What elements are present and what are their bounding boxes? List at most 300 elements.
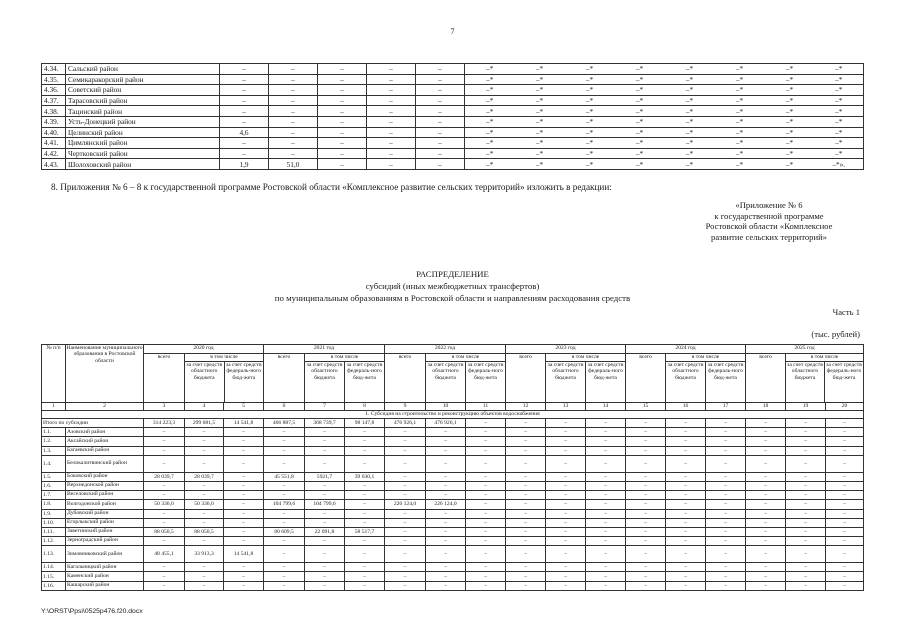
cell-value: – bbox=[144, 455, 185, 472]
cell-value: – bbox=[826, 572, 864, 581]
cell-value: –* bbox=[815, 95, 864, 106]
cell-value: –* bbox=[715, 85, 765, 96]
cell-value: –* bbox=[665, 64, 715, 75]
cell-value: – bbox=[706, 455, 746, 472]
cell-value: – bbox=[318, 106, 367, 117]
sub-header-obl: за счет средств областного бюджета bbox=[666, 362, 706, 402]
column-number: 13 bbox=[546, 403, 586, 411]
cell-value: – bbox=[506, 437, 546, 446]
cell-value: – bbox=[786, 581, 826, 590]
cell-value: – bbox=[506, 581, 546, 590]
cell-value: – bbox=[367, 64, 416, 75]
cell-value: – bbox=[144, 563, 185, 572]
cell-value: – bbox=[826, 500, 864, 509]
row-number: 1.1. bbox=[42, 428, 66, 437]
district-name: Кашарский район bbox=[66, 581, 144, 590]
cell-value: – bbox=[786, 428, 826, 437]
column-number: 15 bbox=[626, 403, 666, 411]
table-row bbox=[42, 572, 864, 581]
cell-value: – bbox=[546, 500, 586, 509]
table-row bbox=[42, 159, 864, 170]
total-value: 98 147,8 bbox=[345, 419, 385, 428]
cell-value: – bbox=[144, 437, 185, 446]
cell-value: – bbox=[626, 509, 666, 518]
incl-wrap bbox=[305, 354, 384, 402]
column-number: 12 bbox=[506, 403, 546, 411]
cell-value: – bbox=[426, 481, 466, 490]
total-value: – bbox=[706, 419, 746, 428]
table-row bbox=[42, 481, 864, 490]
row-number: 4.38. bbox=[42, 106, 66, 117]
cell-value: – bbox=[546, 518, 586, 527]
cell-value: – bbox=[426, 509, 466, 518]
cell-value: – bbox=[666, 509, 706, 518]
column-number: 10 bbox=[426, 403, 466, 411]
cell-value: –* bbox=[665, 85, 715, 96]
cell-value: –* bbox=[815, 85, 864, 96]
cell-value: – bbox=[826, 518, 864, 527]
incl-label: в том числе bbox=[546, 354, 625, 362]
cell-value: – bbox=[826, 546, 864, 563]
row-number: 1.2. bbox=[42, 437, 66, 446]
cell-value: – bbox=[426, 518, 466, 527]
cell-value: –* bbox=[765, 74, 815, 85]
cell-value: –* bbox=[715, 138, 765, 149]
cell-value: – bbox=[345, 428, 385, 437]
cell-value: – bbox=[546, 527, 586, 536]
cell-value: – bbox=[220, 64, 269, 75]
district-name: Целинский район bbox=[66, 127, 220, 138]
cell-value: –* bbox=[615, 127, 665, 138]
cell-value: –* bbox=[765, 106, 815, 117]
cell-value: – bbox=[224, 428, 264, 437]
cell-value: – bbox=[746, 537, 786, 546]
cell-value: – bbox=[385, 446, 426, 455]
cell-value: – bbox=[385, 546, 426, 563]
cell-value: – bbox=[305, 572, 345, 581]
cell-value: – bbox=[224, 437, 264, 446]
cell-value: – bbox=[264, 481, 305, 490]
cell-value: – bbox=[786, 572, 826, 581]
district-name: Семикаракорский район bbox=[66, 74, 220, 85]
row-number: 4.41. bbox=[42, 138, 66, 149]
cell-value: – bbox=[626, 546, 666, 563]
appendix-header bbox=[640, 200, 898, 242]
table-row bbox=[42, 64, 864, 75]
incl-label: в том числе bbox=[666, 354, 745, 362]
cell-value: – bbox=[416, 159, 465, 170]
cell-value: – bbox=[264, 581, 305, 590]
row-number: 1.11. bbox=[42, 527, 66, 536]
incl-subcols bbox=[426, 362, 505, 402]
sub-header-total: всего bbox=[264, 354, 305, 403]
cell-value: – bbox=[269, 138, 318, 149]
cell-value: – bbox=[426, 472, 466, 481]
sub-header-incl bbox=[546, 354, 626, 403]
year-header: 2022 год bbox=[385, 345, 506, 354]
cell-value: – bbox=[786, 437, 826, 446]
column-number: 7 bbox=[305, 403, 345, 411]
cell-value: – bbox=[786, 546, 826, 563]
incl-wrap bbox=[185, 354, 263, 402]
cell-value: – bbox=[318, 116, 367, 127]
cell-value: – bbox=[586, 437, 626, 446]
cell-value: – bbox=[305, 491, 345, 500]
cell-value: – bbox=[416, 106, 465, 117]
cell-value: –* bbox=[765, 85, 815, 96]
cell-value: – bbox=[586, 581, 626, 590]
cell-value: –* bbox=[815, 127, 864, 138]
cell-value: – bbox=[786, 491, 826, 500]
cell-value: – bbox=[746, 509, 786, 518]
total-value: – bbox=[666, 419, 706, 428]
cell-value: – bbox=[367, 74, 416, 85]
table-row bbox=[42, 527, 864, 536]
cell-value: – bbox=[786, 500, 826, 509]
cell-value: – bbox=[426, 537, 466, 546]
cell-value: – bbox=[185, 428, 224, 437]
district-name: Каменский район bbox=[66, 572, 144, 581]
cell-value: 104 799,6 bbox=[305, 500, 345, 509]
cell-value: – bbox=[264, 491, 305, 500]
cell-value: –* bbox=[465, 116, 515, 127]
cell-value: – bbox=[416, 138, 465, 149]
cell-value: – bbox=[305, 563, 345, 572]
total-value: – bbox=[626, 419, 666, 428]
sub-header-fed: за счет средств федераль-ного бюд-жета bbox=[346, 362, 383, 381]
cell-value: – bbox=[367, 95, 416, 106]
cell-value: – bbox=[305, 509, 345, 518]
district-name: Тацинский район bbox=[66, 106, 220, 117]
cell-value: – bbox=[385, 428, 426, 437]
district-name: Дубовский район bbox=[66, 509, 144, 518]
cell-value: – bbox=[706, 546, 746, 563]
cell-value: –* bbox=[465, 159, 515, 170]
cell-value: – bbox=[385, 527, 426, 536]
table-row bbox=[42, 472, 864, 481]
incl-subcols bbox=[185, 362, 263, 402]
cell-value: – bbox=[706, 437, 746, 446]
total-value: – bbox=[506, 419, 546, 428]
cell-value: – bbox=[305, 537, 345, 546]
cell-value: – bbox=[264, 546, 305, 563]
cell-value: – bbox=[466, 509, 506, 518]
incl-subcols bbox=[666, 362, 745, 402]
column-number: 9 bbox=[385, 403, 426, 411]
cell-value: – bbox=[224, 491, 264, 500]
cell-value: –* bbox=[765, 127, 815, 138]
cell-value: – bbox=[318, 148, 367, 159]
row-number: 4.36. bbox=[42, 85, 66, 96]
cell-value: 28 039,7 bbox=[144, 472, 185, 481]
row-number: 4.43. bbox=[42, 159, 66, 170]
cell-value: – bbox=[706, 481, 746, 490]
cell-value: – bbox=[666, 437, 706, 446]
cell-value: – bbox=[706, 572, 746, 581]
cell-value: –* bbox=[615, 74, 665, 85]
cell-value: – bbox=[466, 518, 506, 527]
cell-value: 58 517,7 bbox=[345, 527, 385, 536]
cell-value: – bbox=[318, 159, 367, 170]
cell-value: –* bbox=[715, 159, 765, 170]
cell-value: – bbox=[224, 509, 264, 518]
cell-value: –* bbox=[715, 127, 765, 138]
cell-value: 48 455,1 bbox=[144, 546, 185, 563]
row-number: 1.6. bbox=[42, 481, 66, 490]
cell-value: –* bbox=[715, 116, 765, 127]
document-subtitle: субсидий (иных межбюджетных трансфертов) bbox=[365, 281, 540, 291]
column-number: 4 bbox=[185, 403, 224, 411]
cell-value: – bbox=[506, 491, 546, 500]
cell-value: – bbox=[746, 500, 786, 509]
cell-value: – bbox=[466, 563, 506, 572]
cell-value: –* bbox=[665, 127, 715, 138]
cell-value: –* bbox=[515, 64, 565, 75]
cell-value: – bbox=[626, 455, 666, 472]
cell-value: –* bbox=[815, 106, 864, 117]
district-name: Багаевский район bbox=[66, 446, 144, 455]
cell-value: 104 799,6 bbox=[264, 500, 305, 509]
col-name-header: Наименование муниципального образования в Ростовской области bbox=[66, 345, 144, 403]
cell-value: – bbox=[426, 437, 466, 446]
cell-value: – bbox=[666, 518, 706, 527]
section-title: 1. Субсидия на строительство и реконструкцию объектов водоснабжения bbox=[42, 411, 864, 419]
cell-value: – bbox=[706, 581, 746, 590]
table-row bbox=[42, 446, 864, 455]
cell-value: – bbox=[269, 74, 318, 85]
cell-value: –* bbox=[465, 127, 515, 138]
total-value: – bbox=[546, 419, 586, 428]
cell-value: – bbox=[506, 472, 546, 481]
cell-value: –* bbox=[465, 85, 515, 96]
page-number: 7 bbox=[450, 27, 455, 36]
cell-value: – bbox=[185, 581, 224, 590]
cell-value: – bbox=[706, 472, 746, 481]
col-number-header: № п/п bbox=[42, 345, 66, 403]
cell-value: –* bbox=[665, 116, 715, 127]
cell-value: – bbox=[706, 446, 746, 455]
column-number: 2 bbox=[66, 403, 144, 411]
cell-value: – bbox=[546, 472, 586, 481]
cell-value: – bbox=[626, 472, 666, 481]
total-value: 466 887,5 bbox=[264, 419, 305, 428]
total-value: – bbox=[786, 419, 826, 428]
cell-value: – bbox=[506, 500, 546, 509]
cell-value: 4,6 bbox=[220, 127, 269, 138]
cell-value: – bbox=[345, 537, 385, 546]
subheader-row bbox=[42, 354, 864, 403]
cell-value: – bbox=[144, 581, 185, 590]
cell-value: – bbox=[269, 127, 318, 138]
cell-value: – bbox=[466, 546, 506, 563]
cell-value: – bbox=[264, 537, 305, 546]
column-number: 8 bbox=[345, 403, 385, 411]
cell-value: –* bbox=[815, 148, 864, 159]
column-number: 1 bbox=[42, 403, 66, 411]
cell-value: –* bbox=[515, 85, 565, 96]
cell-value: –* bbox=[615, 85, 665, 96]
cell-value: – bbox=[466, 491, 506, 500]
cell-value: – bbox=[586, 527, 626, 536]
cell-value: – bbox=[826, 509, 864, 518]
row-number: 4.34. bbox=[42, 64, 66, 75]
year-header: 2023 год bbox=[506, 345, 626, 354]
cell-value: – bbox=[220, 95, 269, 106]
cell-value: – bbox=[826, 472, 864, 481]
row-number: 1.7. bbox=[42, 491, 66, 500]
cell-value: –* bbox=[565, 74, 615, 85]
cell-value: – bbox=[506, 563, 546, 572]
cell-value: – bbox=[746, 572, 786, 581]
cell-value: – bbox=[706, 537, 746, 546]
row-number: 4.35. bbox=[42, 74, 66, 85]
district-name: Чертковский район bbox=[66, 148, 220, 159]
cell-value: 50 336,0 bbox=[185, 500, 224, 509]
cell-value: 226 124,0 bbox=[385, 500, 426, 509]
cell-value: – bbox=[185, 446, 224, 455]
cell-value: – bbox=[466, 455, 506, 472]
cell-value: – bbox=[367, 116, 416, 127]
cell-value: 39 630,1 bbox=[345, 472, 385, 481]
cell-value: – bbox=[746, 481, 786, 490]
column-number: 5 bbox=[224, 403, 264, 411]
cell-value: – bbox=[224, 563, 264, 572]
cell-value: – bbox=[144, 446, 185, 455]
cell-value: –* bbox=[665, 138, 715, 149]
cell-value: – bbox=[224, 446, 264, 455]
sub-header-total: всего bbox=[144, 354, 185, 403]
cell-value: – bbox=[144, 491, 185, 500]
sub-header-total: всего bbox=[746, 354, 786, 403]
cell-value: – bbox=[826, 491, 864, 500]
cell-value: – bbox=[220, 148, 269, 159]
cell-value: – bbox=[506, 428, 546, 437]
row-number: 1.15. bbox=[42, 572, 66, 581]
cell-value: – bbox=[144, 572, 185, 581]
cell-value: – bbox=[185, 518, 224, 527]
cell-value: – bbox=[546, 491, 586, 500]
cell-value: – bbox=[586, 546, 626, 563]
total-row bbox=[42, 419, 864, 428]
total-value: – bbox=[826, 419, 864, 428]
sub-header-total: всего bbox=[506, 354, 546, 403]
cell-value: – bbox=[466, 428, 506, 437]
cell-value: – bbox=[426, 455, 466, 472]
cell-value: – bbox=[826, 437, 864, 446]
sub-header-fed: за счет средств федераль-ного бюд-жета bbox=[225, 362, 262, 381]
cell-value: – bbox=[345, 455, 385, 472]
cell-value: – bbox=[506, 572, 546, 581]
cell-value: – bbox=[345, 581, 385, 590]
district-name: Тарасовский район bbox=[66, 95, 220, 106]
sub-header-incl bbox=[786, 354, 864, 403]
cell-value: – bbox=[224, 527, 264, 536]
cell-value: –* bbox=[765, 159, 815, 170]
table-row bbox=[42, 127, 864, 138]
cell-value: – bbox=[185, 481, 224, 490]
table-row bbox=[42, 581, 864, 590]
cell-value: –* bbox=[515, 148, 565, 159]
cell-value: – bbox=[220, 116, 269, 127]
cell-value: – bbox=[666, 481, 706, 490]
district-name: Цимлянский район bbox=[66, 138, 220, 149]
distribution-table bbox=[41, 344, 864, 591]
cell-value: – bbox=[746, 491, 786, 500]
cell-value: – bbox=[466, 500, 506, 509]
part-label: Часть 1 bbox=[832, 307, 860, 317]
cell-value: – bbox=[318, 138, 367, 149]
cell-value: – bbox=[144, 428, 185, 437]
cell-value: – bbox=[546, 437, 586, 446]
cell-value: – bbox=[706, 509, 746, 518]
cell-value: –* bbox=[565, 95, 615, 106]
cell-value: –* bbox=[515, 106, 565, 117]
table-row bbox=[42, 546, 864, 563]
cell-value: – bbox=[706, 527, 746, 536]
cell-value: – bbox=[506, 518, 546, 527]
cell-value: – bbox=[666, 491, 706, 500]
cell-value: – bbox=[144, 509, 185, 518]
cell-value: – bbox=[786, 446, 826, 455]
cell-value: – bbox=[264, 572, 305, 581]
cell-value: –* bbox=[565, 127, 615, 138]
cell-value: – bbox=[626, 581, 666, 590]
cell-value: – bbox=[706, 491, 746, 500]
cell-value: – bbox=[385, 481, 426, 490]
cell-value: – bbox=[666, 428, 706, 437]
cell-value: – bbox=[746, 518, 786, 527]
cell-value: – bbox=[746, 455, 786, 472]
cell-value: – bbox=[185, 491, 224, 500]
table-row bbox=[42, 138, 864, 149]
district-name: Зерноградский район bbox=[66, 537, 144, 546]
cell-value: – bbox=[269, 95, 318, 106]
year-header: 2025 год bbox=[746, 345, 864, 354]
cell-value: –* bbox=[565, 116, 615, 127]
cell-value: – bbox=[826, 455, 864, 472]
cell-value: – bbox=[305, 446, 345, 455]
cell-value: – bbox=[264, 446, 305, 455]
cell-value: – bbox=[345, 437, 385, 446]
cell-value: – bbox=[144, 537, 185, 546]
cell-value: 33 913,3 bbox=[185, 546, 224, 563]
cell-value: – bbox=[345, 446, 385, 455]
cell-value: – bbox=[666, 527, 706, 536]
cell-value: – bbox=[426, 546, 466, 563]
table-row bbox=[42, 85, 864, 96]
cell-value: –* bbox=[715, 95, 765, 106]
cell-value: – bbox=[385, 509, 426, 518]
table-row bbox=[42, 74, 864, 85]
cell-value: – bbox=[318, 127, 367, 138]
cell-value: – bbox=[345, 509, 385, 518]
cell-value: – bbox=[626, 572, 666, 581]
district-name: Шолоховский район bbox=[66, 159, 220, 170]
sub-header-obl: за счет средств областного бюджета bbox=[786, 362, 825, 402]
table-row bbox=[42, 500, 864, 509]
cell-value: – bbox=[269, 64, 318, 75]
cell-value: –* bbox=[565, 148, 615, 159]
cell-value: –* bbox=[815, 64, 864, 75]
cell-value: – bbox=[666, 546, 706, 563]
cell-value: –* bbox=[515, 116, 565, 127]
cell-value: – bbox=[746, 428, 786, 437]
sub-header-fed: за счет средств федераль-ного бюд-жета bbox=[587, 362, 624, 381]
cell-value: – bbox=[466, 537, 506, 546]
column-number: 16 bbox=[666, 403, 706, 411]
cell-value: – bbox=[506, 481, 546, 490]
cell-value: – bbox=[506, 446, 546, 455]
